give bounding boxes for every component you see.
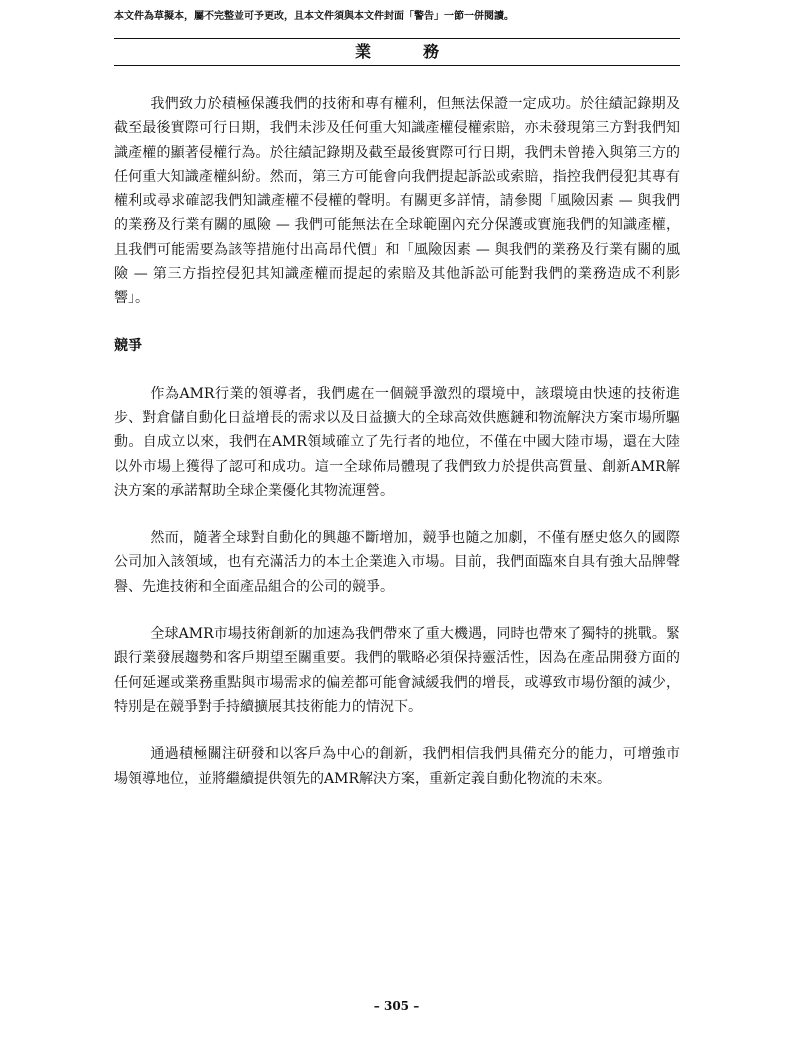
paragraph-competition-1: 作為AMR行業的領導者，我們處在一個競爭激烈的環境中，該環境由快速的技術進步、對倉儲自動化日益增長的需求以及日益擴大的全球高效供應鏈和物流解決方案市場所驅動。自成立以來，我們在AMR領域確立了先行者的地位，不僅在中國大陸市場，還在大陸以外市場上獲得了認可和成功。這一全球佈局體現了我們致力於提供高質量、創新AMR解決方案的承諾幫助全球企業優化其物流運營。 xyxy=(114,385,680,499)
paragraph-competition-2: 然而，隨著全球對自動化的興趣不斷增加，競爭也隨之加劇，不僅有歷史悠久的國際公司加入該領域，也有充滿活力的本土企業進入市場。目前，我們面臨來自具有強大品牌聲譽、先進技術和全面產品組合的公司的競爭。 xyxy=(114,530,680,595)
heading-competition: 競爭 xyxy=(114,337,142,354)
draft-disclaimer: 本文件為草擬本，屬不完整並可予更改，且本文件須與本文件封面「警告」一節一併閱讀。 xyxy=(114,11,514,22)
section-title: 業 務 xyxy=(354,42,457,61)
header-rule-bottom xyxy=(114,65,680,66)
paragraph-intellectual-property: 我們致力於積極保護我們的技術和專有權利，但無法保證一定成功。於往績記錄期及截至最後實際可行日期，我們未涉及任何重大知識產權侵權索賠，亦未發現第三方對我們知識產權的顯著侵權行為。於往績記錄期及截至最後實際可行日期，我們未曾捲入與第三方的任何重大知識產權糾紛。然而，第三方可能會向我們提起訴訟或索賠，指控我們侵犯其專有權利或尋求確認我們知識產權不侵權的聲明。有關更多詳情，請參閱「風險因素 — 與我們的業務及行業有關的風險 — 我們可能無法在全球範圍內充分保護或實施我們的知識產權，且我們可能需要為該等措施付出高昂代價」和「風險因素 — 與我們的業務及行業有關的風險 — 第三方指控侵犯其知識產權而提起的索賠及其他訴訟可能對我們的業務造成不利影響」。 xyxy=(114,96,680,307)
paragraph-competition-3: 全球AMR市場技術創新的加速為我們帶來了重大機遇，同時也帶來了獨特的挑戰。緊跟行業發展趨勢和客戶期望至關重要。我們的戰略必須保持靈活性，因為在產品開發方面的任何延遲或業務重點與市場需求的偏差都可能會減緩我們的增長，或導致市場份額的減少，特別是在競爭對手持續擴展其技術能力的情況下。 xyxy=(114,626,680,715)
header-rule-top xyxy=(114,38,680,39)
paragraph-competition-4: 通過積極關注研發和以客戶為中心的創新，我們相信我們具備充分的能力，可增強市場領導地位，並將繼續提供領先的AMR解決方案，重新定義自動化物流的未來。 xyxy=(114,746,680,787)
page-content xyxy=(114,92,680,791)
page-number: – 305 – xyxy=(373,999,420,1013)
